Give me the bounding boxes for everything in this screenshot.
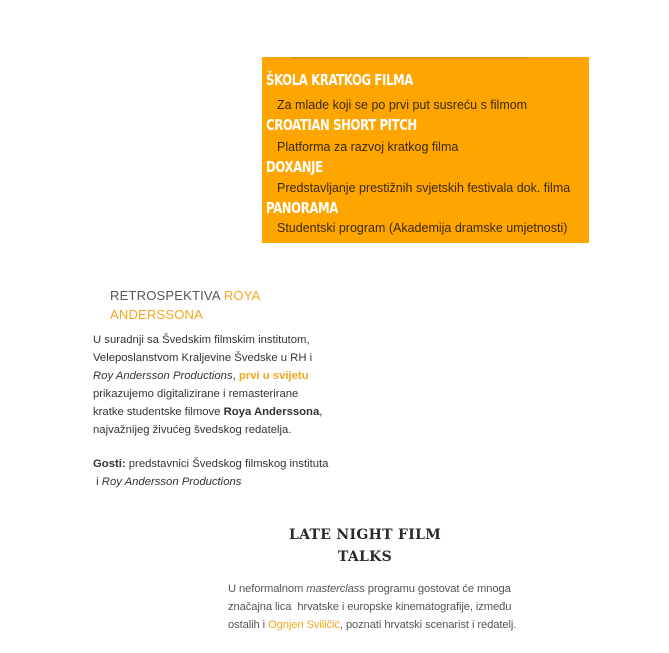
retro-line-4: prikazujemo digitalizirane i remasterirane xyxy=(93,388,299,400)
program-title-skola: ŠKOLA KRATKOG FILMA xyxy=(266,71,413,89)
lnft-line-3 xyxy=(228,616,528,634)
guests-label: Gosti: xyxy=(93,458,126,470)
retro-productions-italic: Roy Andersson Productions xyxy=(93,370,233,382)
lnft-p1-post: programu gostovat će mnoga xyxy=(364,583,511,595)
lnft-guest-name: Ognjen Sviličić xyxy=(268,619,340,631)
guests-text: predstavnici Švedskog filmskog instituta xyxy=(125,458,329,470)
retrospective-title-plain: RETROSPEKTIVA xyxy=(110,288,224,303)
retrospective-body xyxy=(93,331,353,491)
retro-line5-pre: kratke studentske filmove xyxy=(93,406,224,418)
program-title-pitch: CROATIAN SHORT PITCH xyxy=(266,116,417,134)
retro-line-3 xyxy=(93,367,353,385)
late-night-title-line-2: TALKS xyxy=(337,549,393,565)
lnft-p3-pre: ostalih i xyxy=(228,619,269,631)
program-desc-doxanje: Predstavljanje prestižnih svjetskih festivala dok. filma xyxy=(277,181,571,195)
lnft-line-1 xyxy=(228,580,528,598)
retro-line-5 xyxy=(93,403,353,421)
lnft-p1-pre: U neformalnom xyxy=(228,583,307,595)
lnft-line-2: značajna lica hrvatske i europske kinematografije, između xyxy=(228,601,512,613)
retro-line-1: U suradnji sa Švedskim filmskim institutom, xyxy=(93,334,310,346)
retrospective-title-highlight-2: ANDERSSONA xyxy=(110,307,204,322)
program-title-doxanje: DOXANJE xyxy=(266,158,323,176)
retrospective-title xyxy=(110,286,310,324)
guests-productions-italic: Roy Andersson Productions xyxy=(101,476,242,488)
retro-director-name: Roya Anderssona xyxy=(223,406,320,418)
program-title-panorama: PANORAMA xyxy=(266,199,338,217)
retro-line5-post: , xyxy=(319,406,323,418)
lnft-masterclass-italic: masterclass xyxy=(306,583,365,595)
retrospective-title-highlight-1: ROYA xyxy=(223,288,261,303)
late-night-title xyxy=(240,524,490,568)
retro-guests-line-2 xyxy=(93,473,353,491)
program-desc-panorama: Studentski program (Akademija dramske umjetnosti) xyxy=(277,221,568,235)
retro-line-2: Veleposlanstvom Kraljevine Švedske u RH i xyxy=(93,352,313,364)
program-desc-skola: Za mlade koji se po prvi put susreću s filmom xyxy=(277,98,528,112)
late-night-title-line-1: LATE NIGHT FILM xyxy=(288,527,442,543)
retro-guests xyxy=(93,455,353,473)
box-top-line xyxy=(292,57,529,59)
program-desc-pitch: Platforma za razvoj kratkog filma xyxy=(277,140,459,154)
guests-line2-pre: i xyxy=(93,476,102,488)
lnft-p3-post: , poznati hrvatski scenarist i redatelj. xyxy=(339,619,517,631)
retro-first-in-world: prvi u svijetu xyxy=(238,370,309,382)
late-night-body xyxy=(228,580,528,634)
retro-line3-sep: , xyxy=(232,370,239,382)
retro-line-6: najvažnijeg živućeg švedskog redatelja. xyxy=(93,424,292,436)
programs-box xyxy=(262,57,589,243)
